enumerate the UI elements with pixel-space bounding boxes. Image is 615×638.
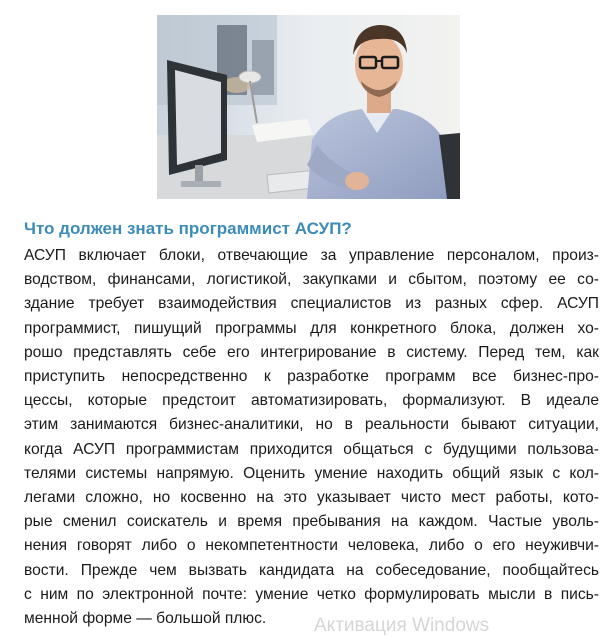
article-line: цессы, которые предстоит автоматизировать, формализуют. В идеале [24,392,599,410]
article-photo [157,15,460,199]
article-heading: Что должен знать программист АСУП? [24,219,352,238]
article-line: рошо представлять себе его интегрирование в систему. Перед тем, как [24,343,599,361]
article-line: здание требует взаимодействия специалистов из разных сфер. АСУП [24,295,599,313]
photo-man-glasses-at-computer [157,15,460,199]
article-line: менной форме — большой плюс. [24,610,267,628]
article-line: вости. Прежде чем вызвать кандидата на собеседование, пообщайтесь [24,561,599,579]
article-body [24,244,599,631]
article-line: легами сложно, но косвенно на это указывает чисто мест работы, кото- [24,489,599,507]
article-line: нения говорят либо о некомпетентности человека, либо о его неуживчи- [24,537,599,555]
article-line: приступить непосредственно к разработке программ все бизнес-про- [24,368,599,386]
article-line: программист, пишущий программы для конкретного блока, должен хо- [24,319,599,337]
article-line: водством, финансами, логистикой, закупками и сбытом, поэтому ее со- [24,271,599,289]
article-line: этим занимаются бизнес-аналитики, но в реальности бывают ситуации, [24,416,599,434]
article-line: рые сменил соискатель и время пребывания на каждом. Частые уволь- [24,513,599,531]
article-line: телями системы напрямую. Оценить умение находить общий язык с кол- [24,464,599,482]
article-line: с ним по электронной почте: умение четко формулировать мысли в пись- [24,585,599,603]
article-line: когда АСУП программистам приходится общаться с будущими пользова- [24,440,599,458]
article-line: АСУП включает блоки, отвечающие за управление персоналом, произ- [24,247,599,264]
windows-activation-watermark: Активация Windows [314,615,490,636]
